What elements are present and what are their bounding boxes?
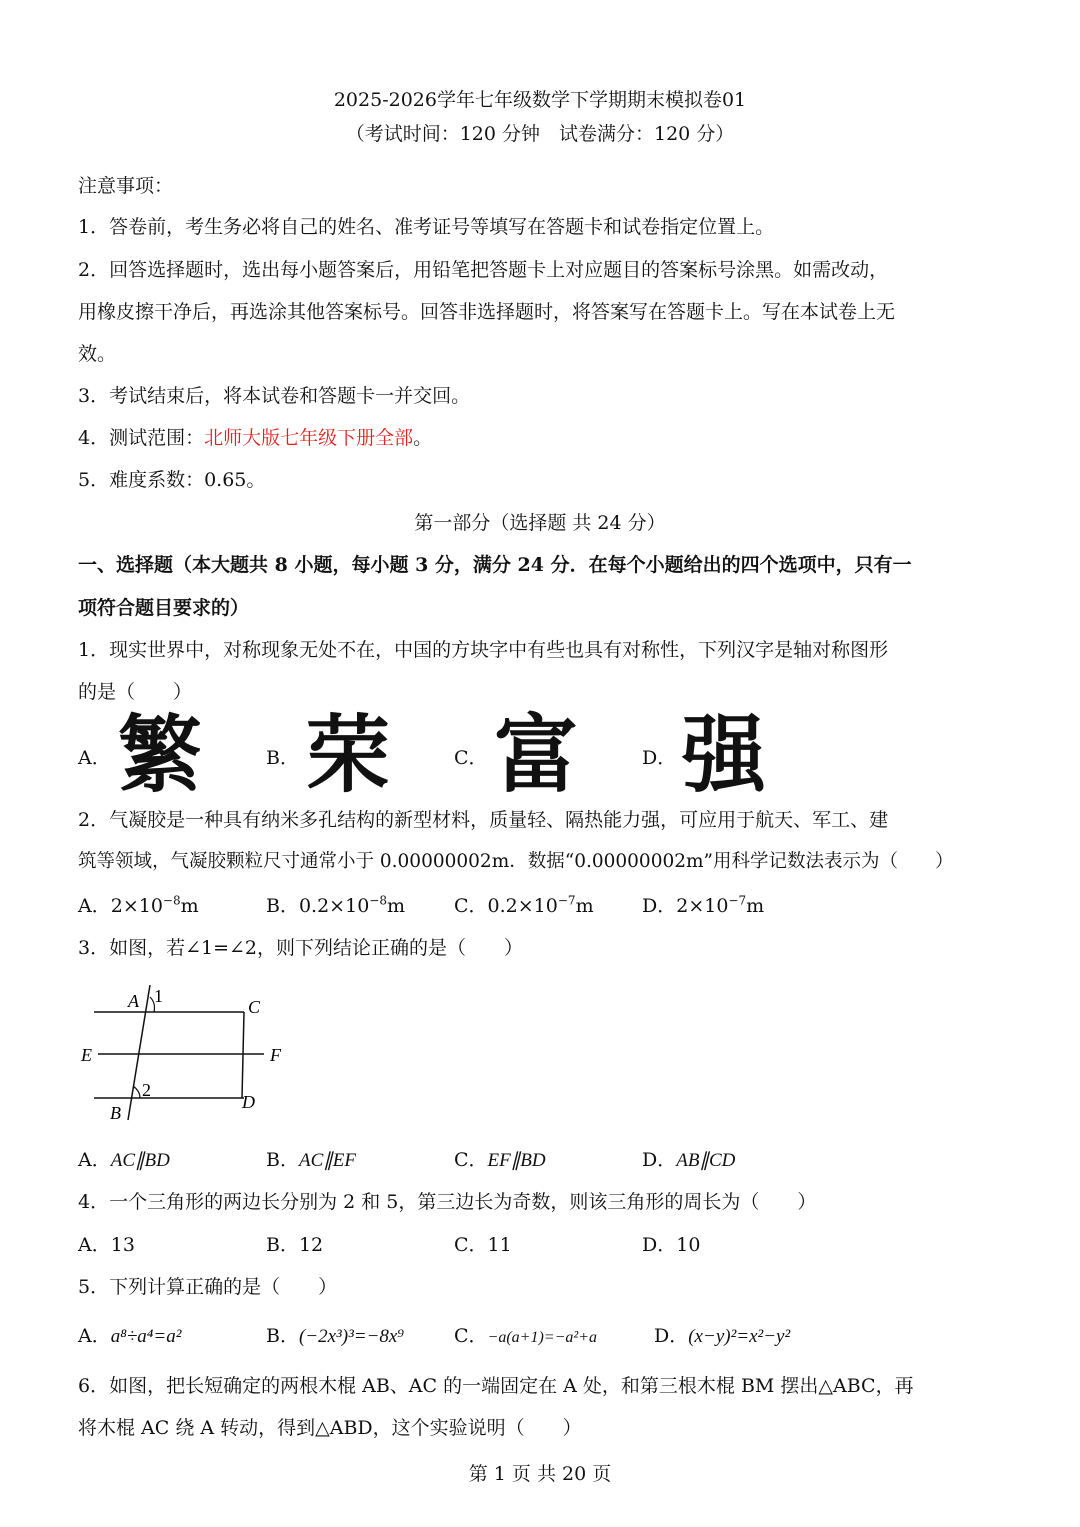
q2-stem-line-2: 筑等领域，气凝胶颗粒尺寸通常小于 0.00000002m．数据“0.00000002m”用科学记数法表示为（ ） <box>78 851 954 872</box>
q4-option-b-label: B． <box>266 1234 299 1256</box>
q3-option-a-label: A． <box>78 1149 111 1171</box>
q1-option-b[interactable] <box>266 706 391 804</box>
q5-option-a-text: a⁸÷a⁴=a² <box>110 1326 182 1347</box>
q1-stem-line-2: 的是（ ） <box>78 681 193 703</box>
note-3: 3．考试结束后，将本试卷和答题卡一并交回。 <box>78 385 471 407</box>
q3-option-c-text: EF∥BD <box>487 1150 546 1171</box>
q2-option-d-unit: m <box>746 895 765 917</box>
q3-option-a[interactable] <box>78 1146 170 1175</box>
q1-option-d-label: D． <box>642 747 677 769</box>
q1-option-a-label: A． <box>78 747 111 769</box>
label-b: B <box>110 1103 121 1123</box>
label-2: 2 <box>142 1080 151 1100</box>
q1-stem-line-1: 1．现实世界中，对称现象无处不在，中国的方块字中有些也具有对称性，下列汉字是轴对称图形 <box>78 639 889 661</box>
q2-option-c-exp: −7 <box>557 893 576 908</box>
q1-option-d[interactable] <box>642 706 767 804</box>
q3-option-c-label: C． <box>454 1149 488 1171</box>
q1-option-d-char: 强 <box>682 706 767 804</box>
q3-option-b-text: AC∥EF <box>298 1150 356 1171</box>
q2-option-a-unit: m <box>180 895 199 917</box>
q4-option-b-text: 12 <box>298 1234 324 1256</box>
q4-option-c-label: C． <box>454 1234 488 1256</box>
q4-option-a-text: 13 <box>110 1234 135 1256</box>
q1-option-c[interactable] <box>454 706 579 804</box>
note-2-line-1: 2．回答选择题时，选出每小题答案后，用铅笔把答题卡上对应题目的答案标号涂黑。如需改动， <box>78 259 889 281</box>
q5-stem: 5．下列计算正确的是（ ） <box>78 1276 338 1298</box>
q4-option-b[interactable] <box>266 1231 323 1259</box>
note-4-prefix: 4．测试范围： <box>78 427 205 449</box>
q6-stem-line-1: 6．如图，把长短确定的两根木棍 AB、AC 的一端固定在 A 处，和第三根木棍 BM 摆出△ABC，再 <box>78 1375 914 1397</box>
notes-heading: 注意事项： <box>78 175 174 197</box>
q5-option-a[interactable] <box>78 1322 181 1351</box>
q5-option-a-label: A． <box>78 1325 111 1347</box>
q4-option-a[interactable] <box>78 1231 135 1259</box>
q3-option-a-text: AC∥BD <box>110 1150 170 1171</box>
q1-option-b-label: B． <box>266 747 299 769</box>
note-4-suffix: 。 <box>413 427 433 449</box>
q3-stem: 3．如图，若∠1=∠2，则下列结论正确的是（ ） <box>78 937 524 959</box>
q5-option-c-label: C． <box>454 1325 488 1347</box>
q2-option-c-base: 0.2×10 <box>487 895 558 917</box>
q5-option-d[interactable] <box>654 1322 790 1351</box>
q2-option-d-exp: −7 <box>728 893 747 908</box>
exam-title: 2025-2026学年七年级数学下学期期末模拟卷01 <box>333 89 747 111</box>
q5-option-b-label: B． <box>266 1325 299 1347</box>
q1-option-a-char: 繁 <box>118 706 203 804</box>
q2-option-c[interactable] <box>454 892 594 920</box>
angle-2-arc <box>133 1086 140 1098</box>
q4-option-d[interactable] <box>642 1231 700 1259</box>
q1-option-b-char: 荣 <box>306 706 391 804</box>
q4-option-c[interactable] <box>454 1231 512 1259</box>
section-heading-line-2: 项符合题目要求的） <box>78 597 250 619</box>
q5-option-b-text: (−2x³)³=−8x⁹ <box>298 1326 404 1347</box>
q2-option-b-unit: m <box>387 895 406 917</box>
q5-option-c[interactable] <box>454 1322 597 1352</box>
part1-title: 第一部分（选择题 共 24 分） <box>414 512 666 534</box>
label-1: 1 <box>154 986 163 1006</box>
q5-option-d-label: D． <box>654 1325 689 1347</box>
label-a: A <box>128 991 139 1011</box>
q2-option-b-base: 0.2×10 <box>298 895 370 917</box>
q3-option-c[interactable] <box>454 1146 546 1175</box>
note-1: 1．答卷前，考生务必将自己的姓名、准考证号等填写在答题卡和试卷指定位置上。 <box>78 216 775 238</box>
exam-subtitle: （考试时间：120 分钟 试卷满分：120 分） <box>345 123 735 145</box>
q4-option-d-label: D． <box>642 1234 677 1256</box>
test-scope: 北师大版七年级下册全部 <box>204 427 414 449</box>
q5-option-c-text: −a(a+1)=−a²+a <box>487 1329 597 1346</box>
q4-stem: 4．一个三角形的两边长分别为 2 和 5，第三边长为奇数，则该三角形的周长为（ ） <box>78 1191 817 1213</box>
section-heading-line-1: 一、选择题（本大题共 8 小题，每小题 3 分，满分 24 分．在每个小题给出的四个选项中，只有一 <box>78 554 912 576</box>
q1-option-a[interactable] <box>78 706 203 804</box>
q2-option-c-label: C． <box>454 895 488 917</box>
q2-option-d[interactable] <box>642 892 764 920</box>
q2-option-b-label: B． <box>266 895 299 917</box>
label-f: F <box>270 1045 281 1065</box>
q2-option-a-exp: −8 <box>162 893 181 908</box>
note-5: 5．难度系数：0.65。 <box>78 469 266 491</box>
q2-option-c-unit: m <box>575 895 594 917</box>
line-cd <box>242 1012 244 1098</box>
q5-option-b[interactable] <box>266 1322 404 1351</box>
q2-option-a-label: A． <box>78 895 111 917</box>
label-e: E <box>81 1045 92 1065</box>
q1-option-c-char: 富 <box>494 706 579 804</box>
page-footer: 第 1 页 共 20 页 <box>468 1463 612 1485</box>
q4-option-c-text: 11 <box>487 1234 512 1256</box>
label-d: D <box>242 1092 255 1112</box>
q3-option-b-label: B． <box>266 1149 299 1171</box>
q5-option-d-text: (x−y)²=x²−y² <box>688 1326 791 1347</box>
note-2-line-2: 用橡皮擦干净后，再选涂其他答案标号。回答非选择题时，将答案写在答题卡上。写在本试卷上无 <box>78 301 896 323</box>
q3-option-b[interactable] <box>266 1146 356 1175</box>
q4-option-a-label: A． <box>78 1234 111 1256</box>
label-c: C <box>248 997 261 1017</box>
q3-parallel-figure <box>78 985 308 1125</box>
q2-option-a[interactable] <box>78 892 199 920</box>
q3-option-d[interactable] <box>642 1146 735 1175</box>
note-2-line-3: 效。 <box>78 343 117 365</box>
q3-option-d-text: AB∥CD <box>676 1150 736 1171</box>
q3-option-d-label: D． <box>642 1149 677 1171</box>
q2-option-d-base: 2×10 <box>676 895 729 917</box>
q2-option-a-base: 2×10 <box>110 895 163 917</box>
q2-option-b[interactable] <box>266 892 405 920</box>
q1-option-c-label: C． <box>454 747 488 769</box>
q2-option-d-label: D． <box>642 895 677 917</box>
q2-option-b-exp: −8 <box>369 893 387 908</box>
q6-stem-line-2: 将木棍 AC 绕 A 转动，得到△ABD，这个实验说明（ ） <box>78 1417 582 1439</box>
note-4 <box>78 424 1002 452</box>
q2-stem-line-1: 2．气凝胶是一种具有纳米多孔结构的新型材料，质量轻、隔热能力强，可应用于航天、军工、建 <box>78 809 889 831</box>
q4-option-d-text: 10 <box>676 1234 701 1256</box>
